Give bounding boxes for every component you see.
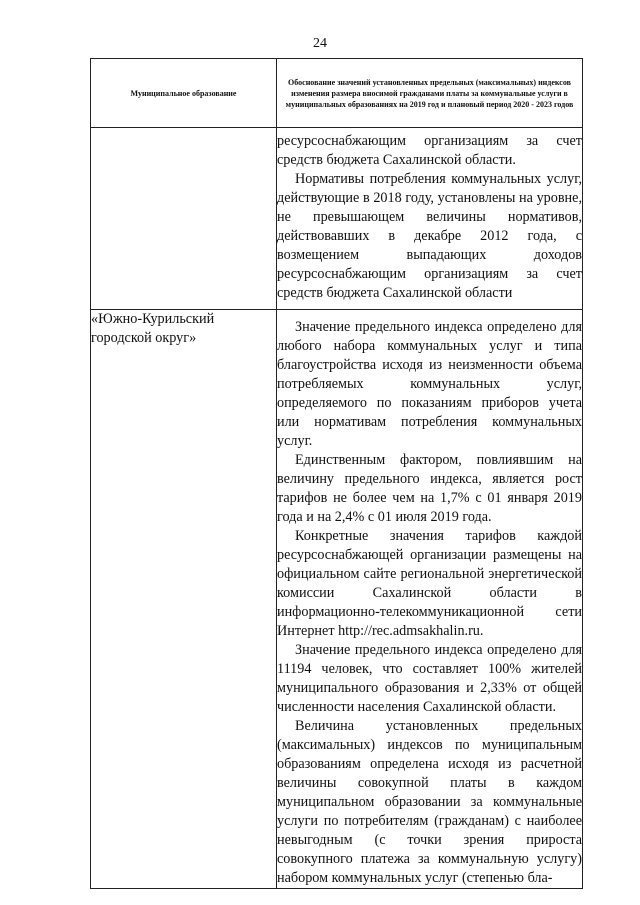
paragraph: ресурсоснабжающим организациям за счет средств бюджета Сахалинской области. [277, 133, 582, 168]
table-row [91, 128, 583, 310]
paragraph: Единственным фактором, повлиявшим на величину предельного индекса, является рост тарифов не более чем на 1,7% с 01 января 2019 года и на 2,4% с 01 июля 2019 года. [277, 452, 582, 525]
row-municipality-cell: «Южно-Курильский городской округ» [91, 310, 277, 889]
row-justification-cell [277, 128, 583, 310]
paragraph: Величина установленных предельных (максимальных) индексов по муниципальным образованиям определена исходя из расчетной величины совокупной платы в каждом муниципальном образовании за коммунальные услуги по потребителям (гражданам) с наиболее невыгодным (с точки зрения прироста совокупного платежа за коммунальную услугу) набором коммунальных услуг (степенью бла- [277, 718, 582, 886]
paragraph: Значение предельного индекса определено для любого набора коммунальных услуг и типа благоустройства исходя из неизменности объема потребляемых коммунальных услуг, определяемого по показаниям приборов учета или нормативам потребления коммунальных услуг. [277, 319, 582, 449]
row-municipality-cell [91, 128, 277, 310]
paragraph: Конкретные значения тарифов каждой ресурсоснабжающей организации размещены на официальном сайте региональной энергетической комиссии Сахалинской области в информационно-телекоммуникационной сети Интернет http://rec.admsakhalin.ru. [277, 528, 582, 639]
paragraph: Значение предельного индекса определено для 11194 человек, что составляет 100% жителей муниципального образования и 2,33% от общей численности населения Сахалинской области. [277, 642, 582, 715]
justification-table [90, 58, 583, 889]
table-header-row [91, 59, 583, 128]
table-row [91, 310, 583, 889]
page-number: 24 [313, 36, 327, 51]
header-justification: Обоснование значений установленных предельных (максимальных) индексов изменения размера вносимой гражданами платы за коммунальные услуги в муниципальных образованиях на 2019 год и плановый период 2020 - 2023 годов [277, 59, 583, 128]
row-justification-cell [277, 310, 583, 889]
paragraph: Нормативы потребления коммунальных услуг, действующие в 2018 году, установлены на уровне, не превышающем величины нормативов, действовавших в декабре 2012 года, с возмещением выпадающих доходов ресурсоснабжающим организациям за счет средств бюджета Сахалинской области [277, 171, 582, 301]
header-municipality: Муниципальное образование [91, 59, 277, 128]
